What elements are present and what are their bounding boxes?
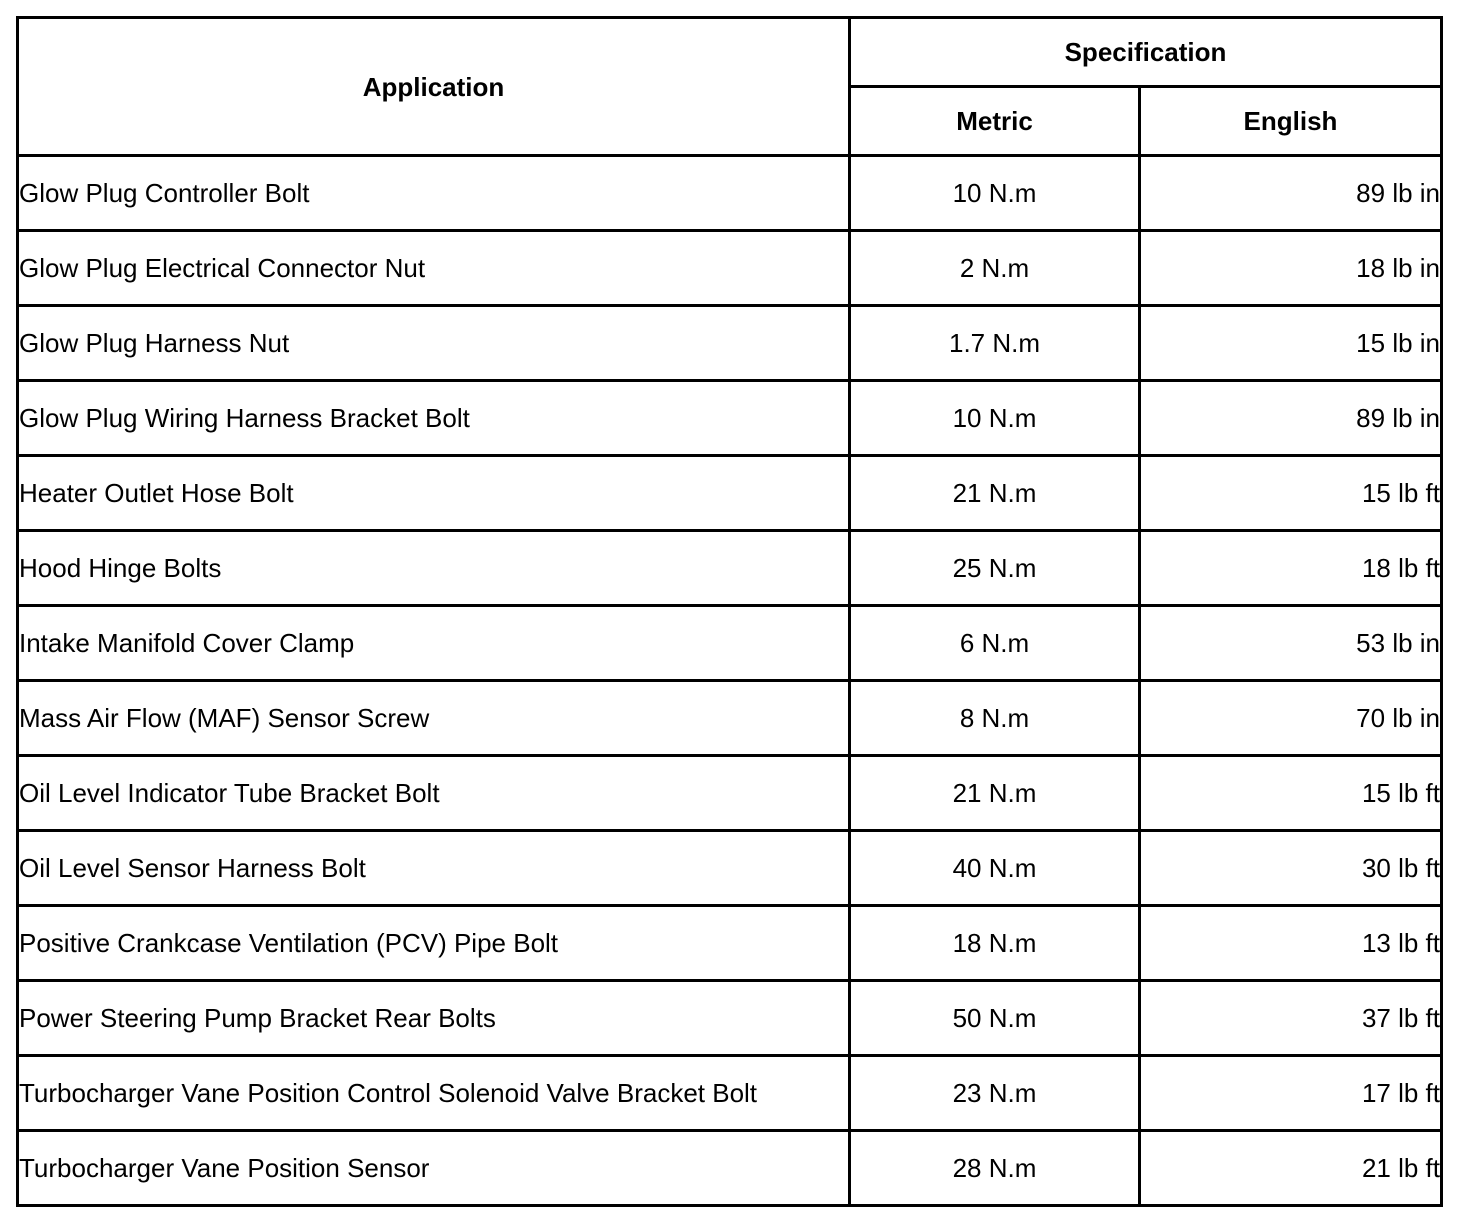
application-cell: Glow Plug Harness Nut (18, 306, 850, 381)
application-header: Application (18, 18, 850, 156)
application-cell: Glow Plug Electrical Connector Nut (18, 231, 850, 306)
table-row (18, 306, 1442, 381)
table-row (18, 231, 1442, 306)
application-cell: Intake Manifold Cover Clamp (18, 606, 850, 681)
table-row (18, 531, 1442, 606)
application-cell: Glow Plug Wiring Harness Bracket Bolt (18, 381, 850, 456)
english-cell: 18 lb ft (1140, 531, 1442, 606)
metric-cell: 21 N.m (850, 756, 1140, 831)
english-header: English (1140, 87, 1442, 156)
english-cell: 70 lb in (1140, 681, 1442, 756)
table-row (18, 1131, 1442, 1206)
english-cell: 18 lb in (1140, 231, 1442, 306)
metric-header: Metric (850, 87, 1140, 156)
table-row (18, 831, 1442, 906)
table-row (18, 156, 1442, 231)
metric-cell: 10 N.m (850, 156, 1140, 231)
english-cell: 37 lb ft (1140, 981, 1442, 1056)
english-cell: 17 lb ft (1140, 1056, 1442, 1131)
table-row (18, 456, 1442, 531)
english-cell: 53 lb in (1140, 606, 1442, 681)
english-cell: 15 lb in (1140, 306, 1442, 381)
specification-header: Specification (850, 18, 1442, 87)
application-cell: Heater Outlet Hose Bolt (18, 456, 850, 531)
application-cell: Turbocharger Vane Position Sensor (18, 1131, 850, 1206)
table-row (18, 681, 1442, 756)
application-cell: Oil Level Indicator Tube Bracket Bolt (18, 756, 850, 831)
table-row (18, 756, 1442, 831)
metric-cell: 28 N.m (850, 1131, 1140, 1206)
metric-cell: 6 N.m (850, 606, 1140, 681)
metric-cell: 25 N.m (850, 531, 1140, 606)
english-cell: 30 lb ft (1140, 831, 1442, 906)
metric-cell: 1.7 N.m (850, 306, 1140, 381)
metric-cell: 2 N.m (850, 231, 1140, 306)
english-cell: 15 lb ft (1140, 456, 1442, 531)
table-row (18, 606, 1442, 681)
table-row (18, 981, 1442, 1056)
metric-cell: 21 N.m (850, 456, 1140, 531)
application-cell: Positive Crankcase Ventilation (PCV) Pipe Bolt (18, 906, 850, 981)
application-cell: Power Steering Pump Bracket Rear Bolts (18, 981, 850, 1056)
table-header-row (18, 18, 1442, 87)
english-cell: 15 lb ft (1140, 756, 1442, 831)
application-cell: Glow Plug Controller Bolt (18, 156, 850, 231)
metric-cell: 8 N.m (850, 681, 1140, 756)
metric-cell: 23 N.m (850, 1056, 1140, 1131)
metric-cell: 18 N.m (850, 906, 1140, 981)
table-row (18, 381, 1442, 456)
english-cell: 21 lb ft (1140, 1131, 1442, 1206)
table-row (18, 1056, 1442, 1131)
english-cell: 89 lb in (1140, 156, 1442, 231)
table-body (18, 156, 1442, 1206)
table-row (18, 906, 1442, 981)
application-cell: Mass Air Flow (MAF) Sensor Screw (18, 681, 850, 756)
application-cell: Turbocharger Vane Position Control Solenoid Valve Bracket Bolt (18, 1056, 850, 1131)
english-cell: 13 lb ft (1140, 906, 1442, 981)
torque-spec-table (16, 16, 1443, 1207)
application-cell: Hood Hinge Bolts (18, 531, 850, 606)
metric-cell: 10 N.m (850, 381, 1140, 456)
application-cell: Oil Level Sensor Harness Bolt (18, 831, 850, 906)
english-cell: 89 lb in (1140, 381, 1442, 456)
metric-cell: 50 N.m (850, 981, 1140, 1056)
metric-cell: 40 N.m (850, 831, 1140, 906)
